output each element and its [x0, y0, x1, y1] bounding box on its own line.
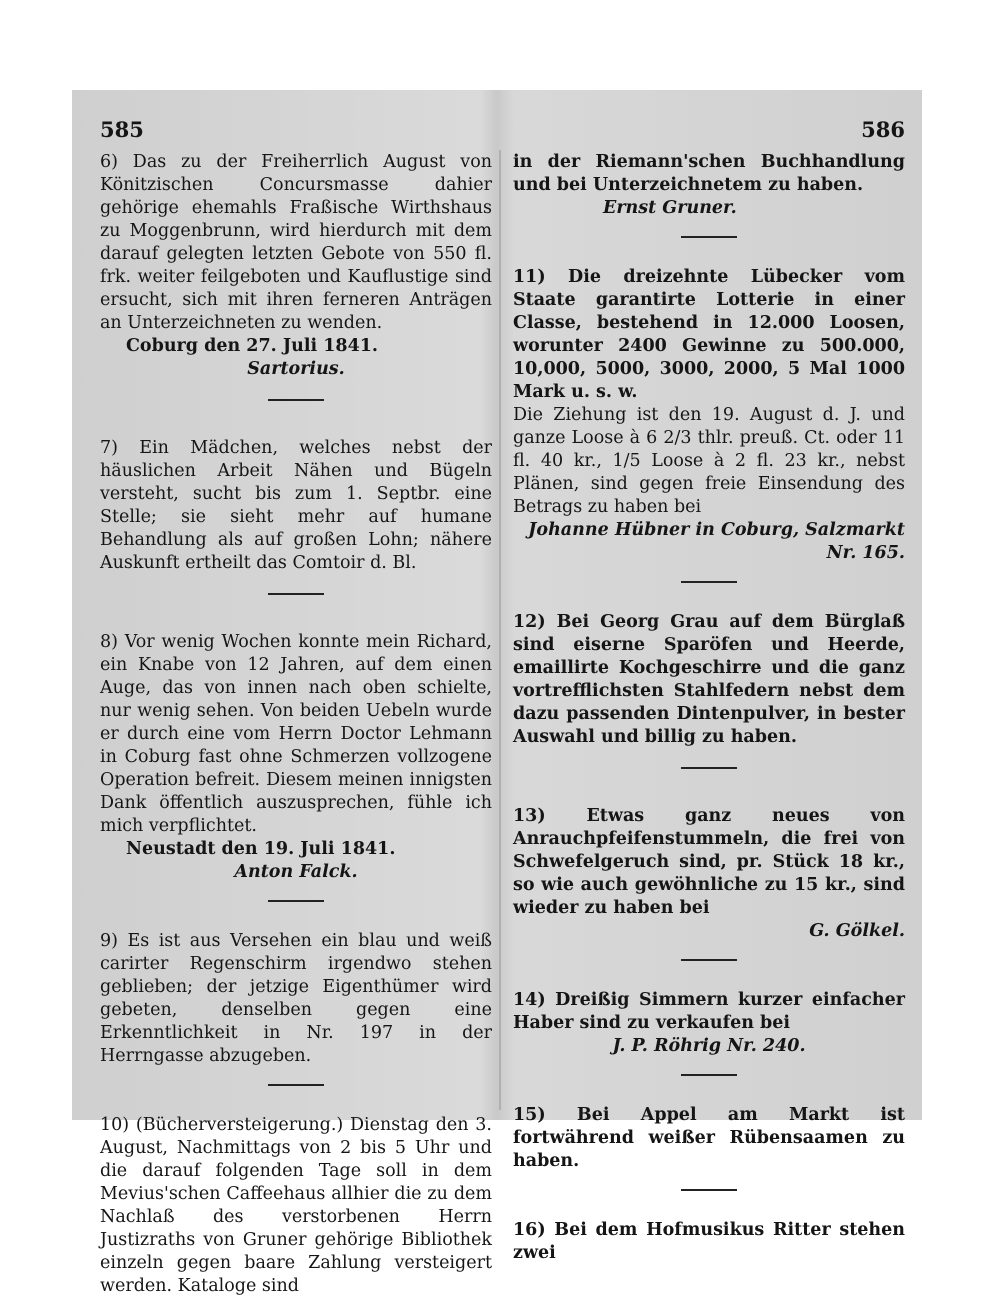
- separator-rule: [681, 581, 737, 583]
- notice-text: 16) Bei dem Hofmusikus Ritter stehen zwei: [513, 1220, 905, 1263]
- notice-text: 12) Bei Georg Grau auf dem Bürglaß sind eiserne Sparöfen und Heerde, emaillirte Kochgeschirre und die ganz vortrefflichsten Stahlfedern nebst dem dazu passenden Dintenpulver, in bester Auswahl und billig zu haben.: [513, 612, 905, 747]
- notice-11: [513, 266, 905, 565]
- notice-10-continued: [513, 151, 905, 220]
- notice-16: [513, 1219, 905, 1265]
- notice-signature: G. Gölkel.: [809, 921, 905, 941]
- notice-13: [513, 805, 905, 943]
- notice-text-continued: Die Ziehung ist den 19. August d. J. und ganze Loose à 6 2/3 thlr. preuß. Ct. oder 11 fl. 40 kr., 1/5 Loose à 2 fl. 23 kr., nebst Plänen, sind gegen freie Einsendung des Betrags zu haben bei: [513, 405, 905, 517]
- notice-10: [100, 1114, 492, 1298]
- notice-text: 13) Etwas ganz neues von Anrauchpfeifenstummeln, die frei von Schwefelgeruch sind, pr. Stück 18 kr., so wie auch gewöhnliche zu 15 kr., sind wieder zu haben bei: [513, 806, 905, 918]
- separator-rule: [268, 1084, 324, 1086]
- notice-8: [100, 631, 492, 884]
- notice-place-date: Coburg den 27. Juli 1841.: [126, 336, 379, 356]
- notice-text: 11) Die dreizehnte Lübecker vom Staate garantirte Lotterie in einer Classe, bestehend in 12.000 Loosen, worunter 2400 Gewinne zu 500.000, 10,000, 5000, 3000, 2000, 5 Mal 1000 Mark u. s. w.: [513, 267, 905, 402]
- notice-text: in der Riemann'schen Buchhandlung und bei Unterzeichnetem zu haben.: [513, 152, 905, 195]
- left-column: [100, 118, 492, 1298]
- notice-7: [100, 437, 492, 575]
- notice-signature: Johanne Hübner in Coburg, Salzmarkt Nr. 165.: [528, 520, 905, 563]
- notice-text: 7) Ein Mädchen, welches nebst der häuslichen Arbeit Nähen und Bügeln versteht, sucht bis zum 1. Septbr. eine Stelle; sie sieht mehr auf humane Behandlung als auf großen Lohn; nähere Auskunft ertheilt das Comtoir d. Bl.: [100, 438, 492, 573]
- notice-text: 6) Das zu der Freiherrlich August von Könitzischen Concursmasse dahier gehörige ehemahls Fraßische Wirthshaus zu Moggenbrunn, wird hierdurch mit dem darauf gelegten letzten Gebote von 550 fl. frk. weiter feilgeboten und Kauflustige sind ersucht, sich mit ihren ferneren Anträgen an Unterzeichneten zu wenden.: [100, 152, 492, 333]
- notice-signature: Sartorius.: [247, 359, 345, 379]
- right-column: [513, 118, 905, 1265]
- separator-rule: [681, 236, 737, 238]
- separator-rule: [268, 593, 324, 595]
- notice-6: [100, 151, 492, 381]
- notice-text: 15) Bei Appel am Markt ist fortwährend weißer Rübensaamen zu haben.: [513, 1105, 905, 1171]
- notice-text: 10) (Bücherversteigerung.) Dienstag den 3. August, Nachmittags von 2 bis 5 Uhr und die darauf folgenden Tage soll in dem Mevius'schen Caffeehaus allhier die zu dem Nachlaß des verstorbenen Herrn Justizraths von Gruner gehörige Bibliothek einzeln gegen baare Zahlung versteigert werden. Kataloge sind: [100, 1115, 492, 1296]
- notice-signature: Ernst Gruner.: [603, 198, 737, 218]
- notice-signature: J. P. Röhrig Nr. 240.: [612, 1036, 806, 1056]
- notice-14: [513, 989, 905, 1058]
- notice-text: 8) Vor wenig Wochen konnte mein Richard, ein Knabe von 12 Jahren, auf dem einen Auge, das von innen nach oben schielte, nur wenig sehen. Von beiden Uebeln wurde er durch eine vom Herrn Doctor Lehmann in Coburg fast ohne Schmerzen vollzogene Operation befreit. Diesem meinen innigsten Dank öffentlich auszusprechen, fühle ich mich verpflichtet.: [100, 632, 492, 836]
- notice-text: 9) Es ist aus Versehen ein blau und weiß carirter Regenschirm irgendwo stehen geblieben; der jetzige Eigenthümer wird gebeten, denselben gegen eine Erkenntlichkeit in Nr. 197 in der Herrngasse abzugeben.: [100, 931, 492, 1066]
- page-number-left: 585: [100, 117, 144, 142]
- notice-signature: Anton Falck.: [234, 862, 358, 882]
- separator-rule: [268, 399, 324, 401]
- notice-place-date: Neustadt den 19. Juli 1841.: [126, 839, 396, 859]
- separator-rule: [681, 959, 737, 961]
- separator-rule: [681, 1074, 737, 1076]
- page-number-right: 586: [861, 117, 905, 142]
- notice-15: [513, 1104, 905, 1173]
- separator-rule: [681, 1189, 737, 1191]
- separator-rule: [681, 767, 737, 769]
- separator-rule: [268, 900, 324, 902]
- notice-12: [513, 611, 905, 749]
- notice-text: 14) Dreißig Simmern kurzer einfacher Haber sind zu verkaufen bei: [513, 990, 905, 1033]
- notice-9: [100, 930, 492, 1068]
- column-gutter: [499, 150, 501, 1110]
